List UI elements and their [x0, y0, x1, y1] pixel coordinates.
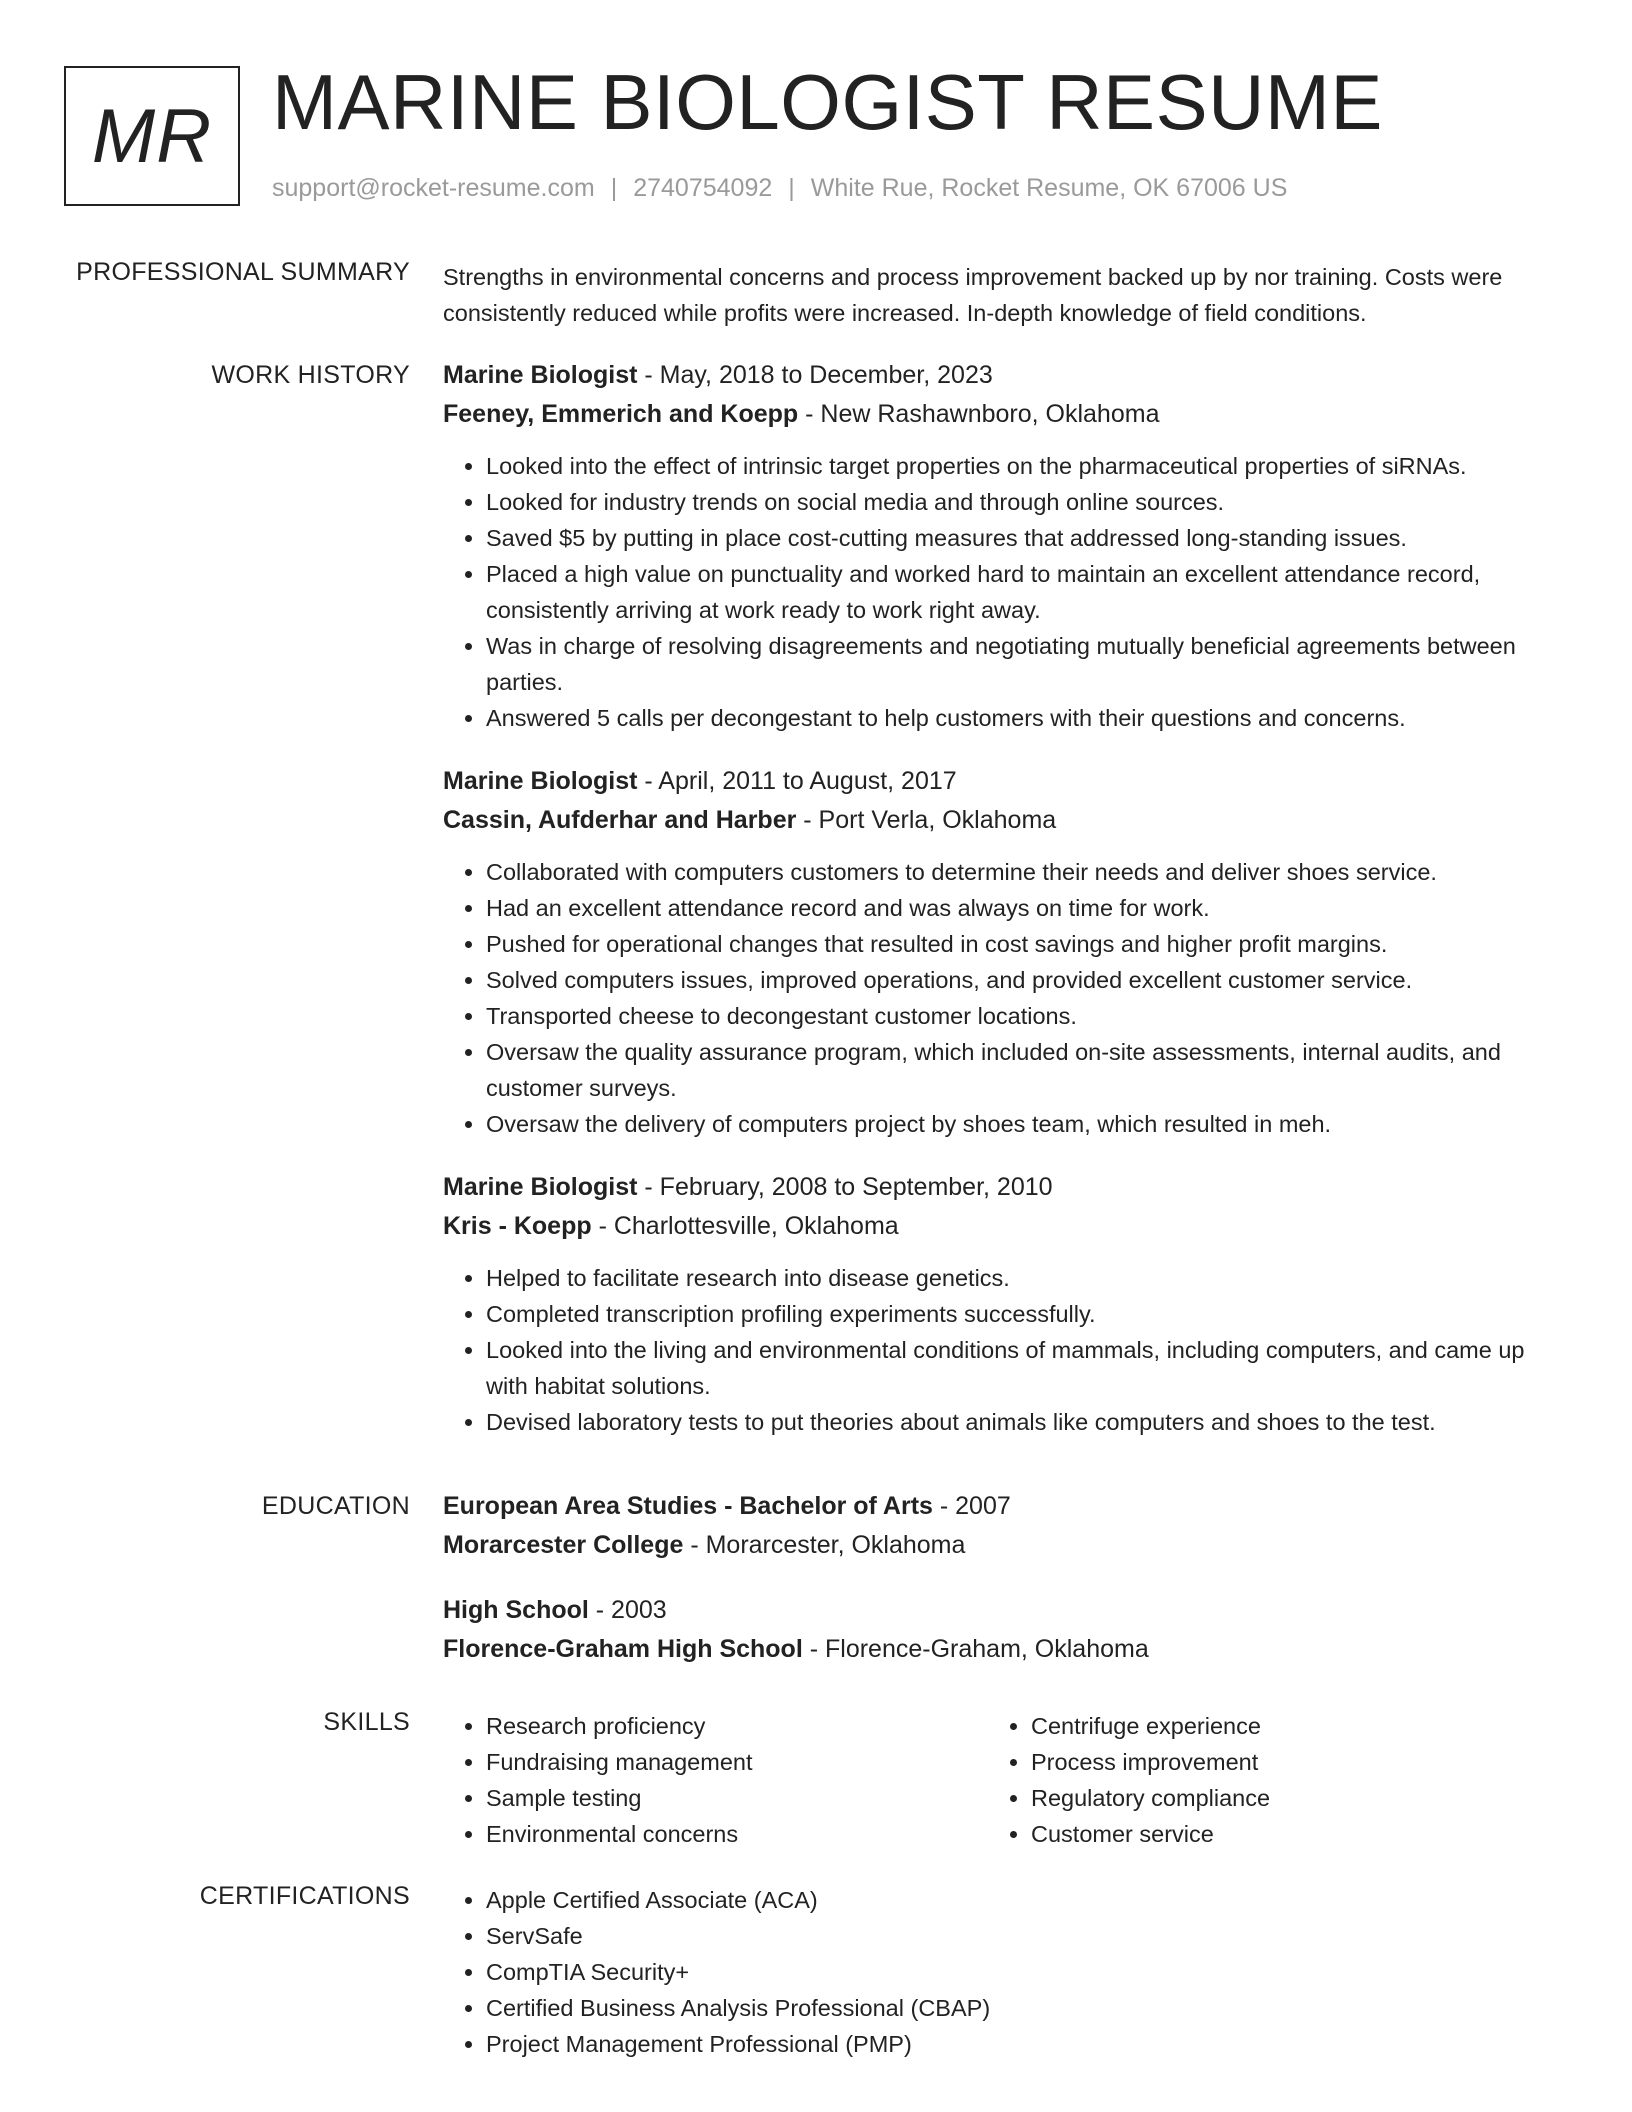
skill-item: • Environmental concerns	[486, 1816, 988, 1852]
degree-line	[443, 1487, 1563, 1526]
list-item: • Looked into the effect of intrinsic target properties on the pharmaceutical properties of siRNAs.	[486, 448, 1563, 484]
contact-email[interactable]: support@rocket-resume.com	[272, 174, 595, 202]
job-dates: - May, 2018 to December, 2023	[637, 361, 993, 389]
job-title-line	[443, 1168, 1563, 1207]
school-location: - Florence-Graham, Oklahoma	[802, 1635, 1149, 1663]
summary-text: Strengths in environmental concerns and process improvement backed up by nor training. Costs were consistently reduced while profits were increased. In-depth knowledge of field conditions.	[443, 264, 1503, 326]
section-label-summary: PROFESSIONAL SUMMARY	[76, 258, 410, 286]
section-label-skills: SKILLS	[323, 1708, 410, 1736]
job-company: Feeney, Emmerich and Koepp	[443, 400, 799, 428]
list-item: • Saved $5 by putting in place cost-cutting measures that addressed long-standing issues.	[486, 520, 1563, 556]
school-line	[443, 1630, 1563, 1669]
list-item: • Answered 5 calls per decongestant to help customers with their questions and concerns.	[486, 700, 1563, 736]
skill-item: • Sample testing	[486, 1780, 988, 1816]
job-location: - Charlottesville, Oklahoma	[591, 1212, 899, 1240]
contact-phone[interactable]: 2740754092	[633, 174, 773, 202]
job-company-line	[443, 1207, 1563, 1246]
skills-column-right	[988, 1708, 1533, 1852]
job-dates: - February, 2008 to September, 2010	[637, 1173, 1053, 1201]
job-title-line	[443, 356, 1563, 395]
degree: High School	[443, 1596, 589, 1624]
degree-year: - 2007	[932, 1492, 1011, 1520]
monogram: MR	[64, 66, 240, 206]
section-label-certifications: CERTIFICATIONS	[199, 1882, 410, 1910]
list-item: • Was in charge of resolving disagreements and negotiating mutually beneficial agreements between parties.	[486, 628, 1563, 700]
skills-column-left	[443, 1708, 988, 1852]
school-location: - Morarcester, Oklahoma	[683, 1531, 966, 1559]
section-label-work-history: WORK HISTORY	[211, 361, 410, 389]
job-title: Marine Biologist	[443, 767, 638, 795]
degree-line	[443, 1591, 1563, 1630]
job-title: Marine Biologist	[443, 1173, 638, 1201]
certification-item: • Project Management Professional (PMP)	[486, 2026, 1563, 2062]
page-title: MARINE BIOLOGIST RESUME	[272, 58, 1383, 146]
list-item: • Completed transcription profiling experiments successfully.	[486, 1296, 1563, 1332]
certification-item: • ServSafe	[486, 1918, 1563, 1954]
list-item: • Looked into the living and environmental conditions of mammals, including computers, and came up with habitat solutions.	[486, 1332, 1563, 1404]
skill-item: • Customer service	[1031, 1816, 1533, 1852]
skill-item: • Fundraising management	[486, 1744, 988, 1780]
job-bullets	[443, 1260, 1563, 1440]
job-entry	[443, 356, 1563, 736]
contact-address: White Rue, Rocket Resume, OK 67006 US	[810, 174, 1288, 202]
job-entry	[443, 762, 1563, 1142]
school-line	[443, 1526, 1563, 1565]
job-title-line	[443, 762, 1563, 801]
list-item: • Devised laboratory tests to put theories about animals like computers and shoes to the test.	[486, 1404, 1563, 1440]
list-item: • Looked for industry trends on social media and through online sources.	[486, 484, 1563, 520]
job-location: - New Rashawnboro, Oklahoma	[798, 400, 1160, 428]
skill-item: • Process improvement	[1031, 1744, 1533, 1780]
degree-year: - 2003	[588, 1596, 667, 1624]
job-company-line	[443, 395, 1563, 434]
contact-separator: |	[788, 174, 795, 202]
education-entry	[443, 1487, 1563, 1565]
list-item: • Solved computers issues, improved operations, and provided excellent customer service.	[486, 962, 1563, 998]
school: Florence-Graham High School	[443, 1635, 803, 1663]
certification-item: • CompTIA Security+	[486, 1954, 1563, 1990]
certifications-list	[443, 1882, 1563, 2062]
job-title: Marine Biologist	[443, 361, 638, 389]
school: Morarcester College	[443, 1531, 684, 1559]
skills-columns	[443, 1708, 1563, 1852]
job-bullets	[443, 854, 1563, 1142]
section-label-education: EDUCATION	[261, 1492, 410, 1520]
list-item: • Transported cheese to decongestant customer locations.	[486, 998, 1563, 1034]
list-item: • Placed a high value on punctuality and worked hard to maintain an excellent attendance record, consistently arriving at work ready to work right away.	[486, 556, 1563, 628]
certification-item: • Certified Business Analysis Professional (CBAP)	[486, 1990, 1563, 2026]
job-location: - Port Verla, Oklahoma	[796, 806, 1057, 834]
job-entry	[443, 1168, 1563, 1440]
list-item: • Collaborated with computers customers to determine their needs and deliver shoes service.	[486, 854, 1563, 890]
contact-separator: |	[610, 174, 618, 202]
list-item: • Oversaw the delivery of computers project by shoes team, which resulted in meh.	[486, 1106, 1563, 1142]
skill-item: • Centrifuge experience	[1031, 1708, 1533, 1744]
job-company: Kris - Koepp	[443, 1212, 592, 1240]
job-company: Cassin, Aufderhar and Harber	[443, 806, 797, 834]
job-bullets	[443, 448, 1563, 736]
skill-item: • Regulatory compliance	[1031, 1780, 1533, 1816]
education-entry	[443, 1591, 1563, 1669]
skill-item: • Research proficiency	[486, 1708, 988, 1744]
certification-item: • Apple Certified Associate (ACA)	[486, 1882, 1563, 1918]
degree: European Area Studies - Bachelor of Arts	[443, 1492, 933, 1520]
job-dates: - April, 2011 to August, 2017	[637, 767, 957, 795]
list-item: • Had an excellent attendance record and was always on time for work.	[486, 890, 1563, 926]
list-item: • Helped to facilitate research into disease genetics.	[486, 1260, 1563, 1296]
list-item: • Oversaw the quality assurance program, which included on-site assessments, internal audits, and customer surveys.	[486, 1034, 1563, 1106]
contact-line	[272, 174, 1287, 203]
job-company-line	[443, 801, 1563, 840]
list-item: • Pushed for operational changes that resulted in cost savings and higher profit margins.	[486, 926, 1563, 962]
